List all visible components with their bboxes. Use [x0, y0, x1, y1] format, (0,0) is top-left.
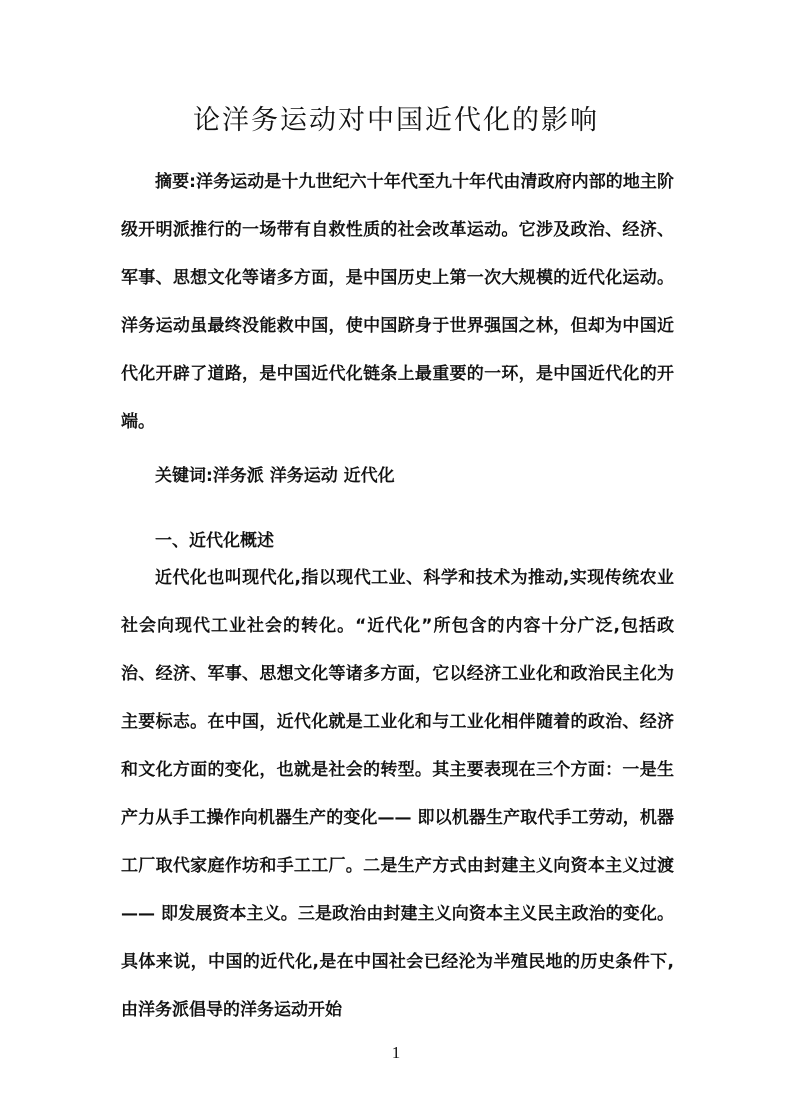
keywords-line: 关键词:洋务派 洋务运动 近代化 [155, 466, 395, 486]
page-number: 1 [391, 1043, 401, 1062]
document-title: 论洋务运动对中国近代化的影响 [193, 105, 599, 136]
abstract-paragraph: 摘要:洋务运动是十九世纪六十年代至九十年代由清政府内部的地主阶级开明派推行的一场带有自救性质的社会改革运动。它涉及政治、经济、军事、思想文化等诸多方面，是中国历史上第一次大规模的近代化运动。洋务运动虽最终没能救中国，使中国跻身于世界强国之林，但却为中国近代化开辟了道路，是中国近代化链条上最重要的一环，是中国近代化的开端。 [121, 172, 674, 432]
section-heading: 一、近代化概述 [155, 531, 274, 551]
body-paragraph: 近代化也叫现代化,指以现代工业、科学和技术为推动,实现传统农业社会向现代工业社会的转化。“近代化”所包含的内容十分广泛,包括政治、经济、军事、思想文化等诸多方面，它以经济工业化和政治民主化为主要标志。在中国，近代化就是工业化和与工业化相伴随着的政治、经济和文化方面的变化，也就是社会的转型。其主要表现在三个方面：一是生产力从手工操作向机器生产的变化—— 即以机器生产取代手工劳动，机器工厂取代家庭作坊和手工工厂。二是生产方式由封建主义向资本主义过渡—— 即发展资本主义。三是政治由封建主义向资本主义民主政治的变化。具体来说，中国的近代化,是在中国社会已经沦为半殖民地的历史条件下,由洋务派倡导的洋务运动开始 [121, 568, 674, 1020]
